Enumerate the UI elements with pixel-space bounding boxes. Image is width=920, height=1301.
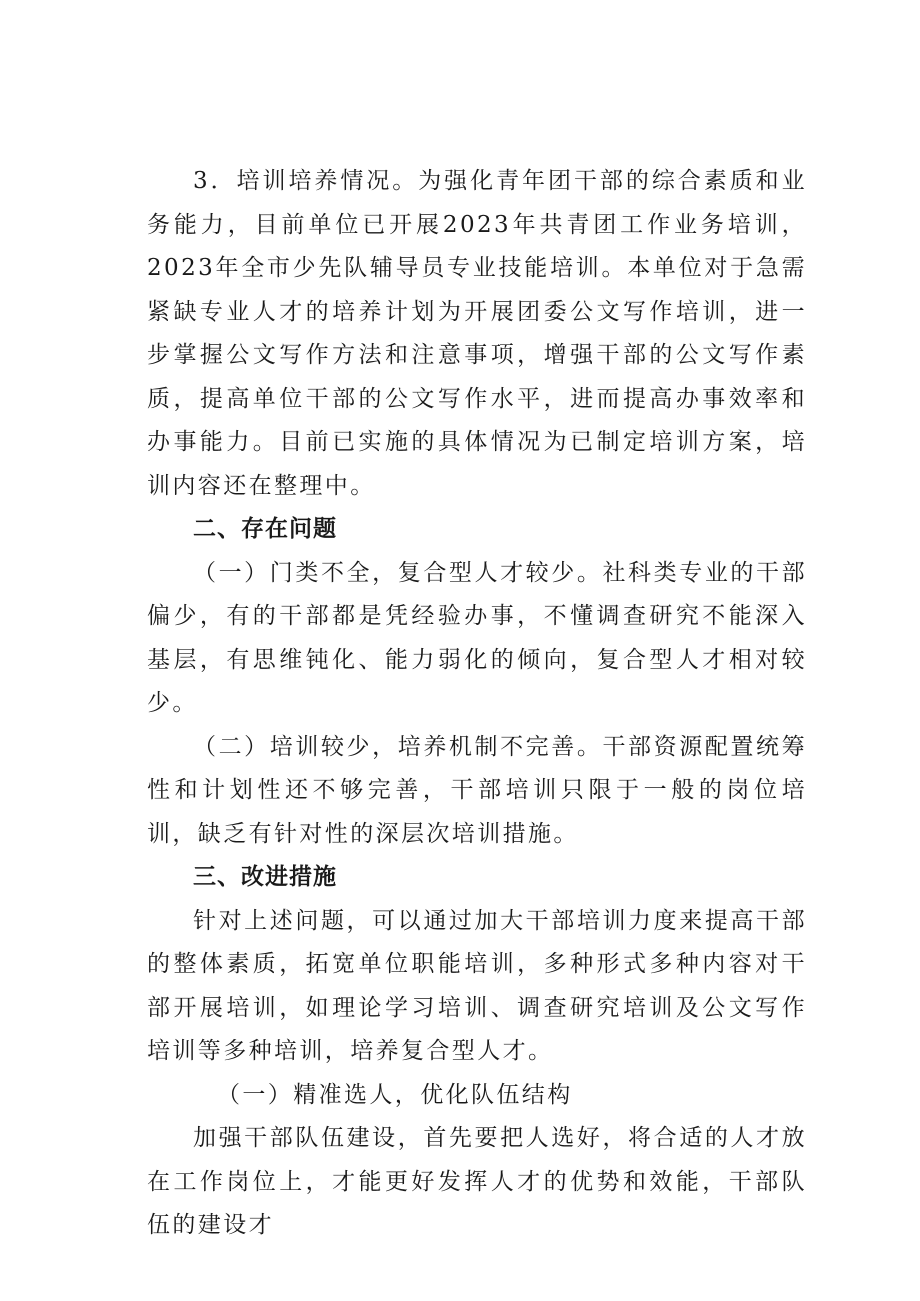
paragraph-problem-2: （二）培训较少，培养机制不完善。干部资源配置统筹性和计划性还不够完善，干部培训只限于一般的岗位培训，缺乏有针对性的深层次培训措施。: [147, 733, 807, 847]
subheading-precise-selection: （一）精准选人，优化队伍结构: [217, 1081, 573, 1108]
heading-improvement-measures: 三、改进措施: [193, 864, 337, 890]
paragraph-team-building: 加强干部队伍建设，首先要把人选好，将合适的人才放在工作岗位上，才能更好发挥人才的优势和效能，干部队伍的建设才: [147, 1125, 807, 1238]
paragraph-measures-intro: 针对上述问题，可以通过加大干部培训力度来提高干部的整体素质，拓宽单位职能培训，多种形式多种内容对干部开展培训，如理论学习培训、调查研究培训及公文写作培训等多种培训，培养复合型人才。: [147, 907, 807, 1064]
paragraph-problem-1: （一）门类不全，复合型人才较少。社科类专业的干部偏少，有的干部都是凭经验办事，不懂调查研究不能深入基层，有思维钝化、能力弱化的倾向，复合型人才相对较少。: [147, 559, 807, 716]
document-body: [147, 160, 807, 1248]
heading-existing-problems: 二、存在问题: [193, 516, 337, 542]
paragraph-training-status: 3．培训培养情况。为强化青年团干部的综合素质和业务能力，目前单位已开展2023年共青团工作业务培训，2023年全市少先队辅导员专业技能培训。本单位对于急需紧缺专业人才的培养计划为开展团委公文写作培训，进一步掌握公文写作方法和注意事项，增强干部的公文写作素质，提高单位干部的公文写作水平，进而提高办事效率和办事能力。目前已实施的具体情况为已制定培训方案，培训内容还在整理中。: [147, 168, 807, 499]
